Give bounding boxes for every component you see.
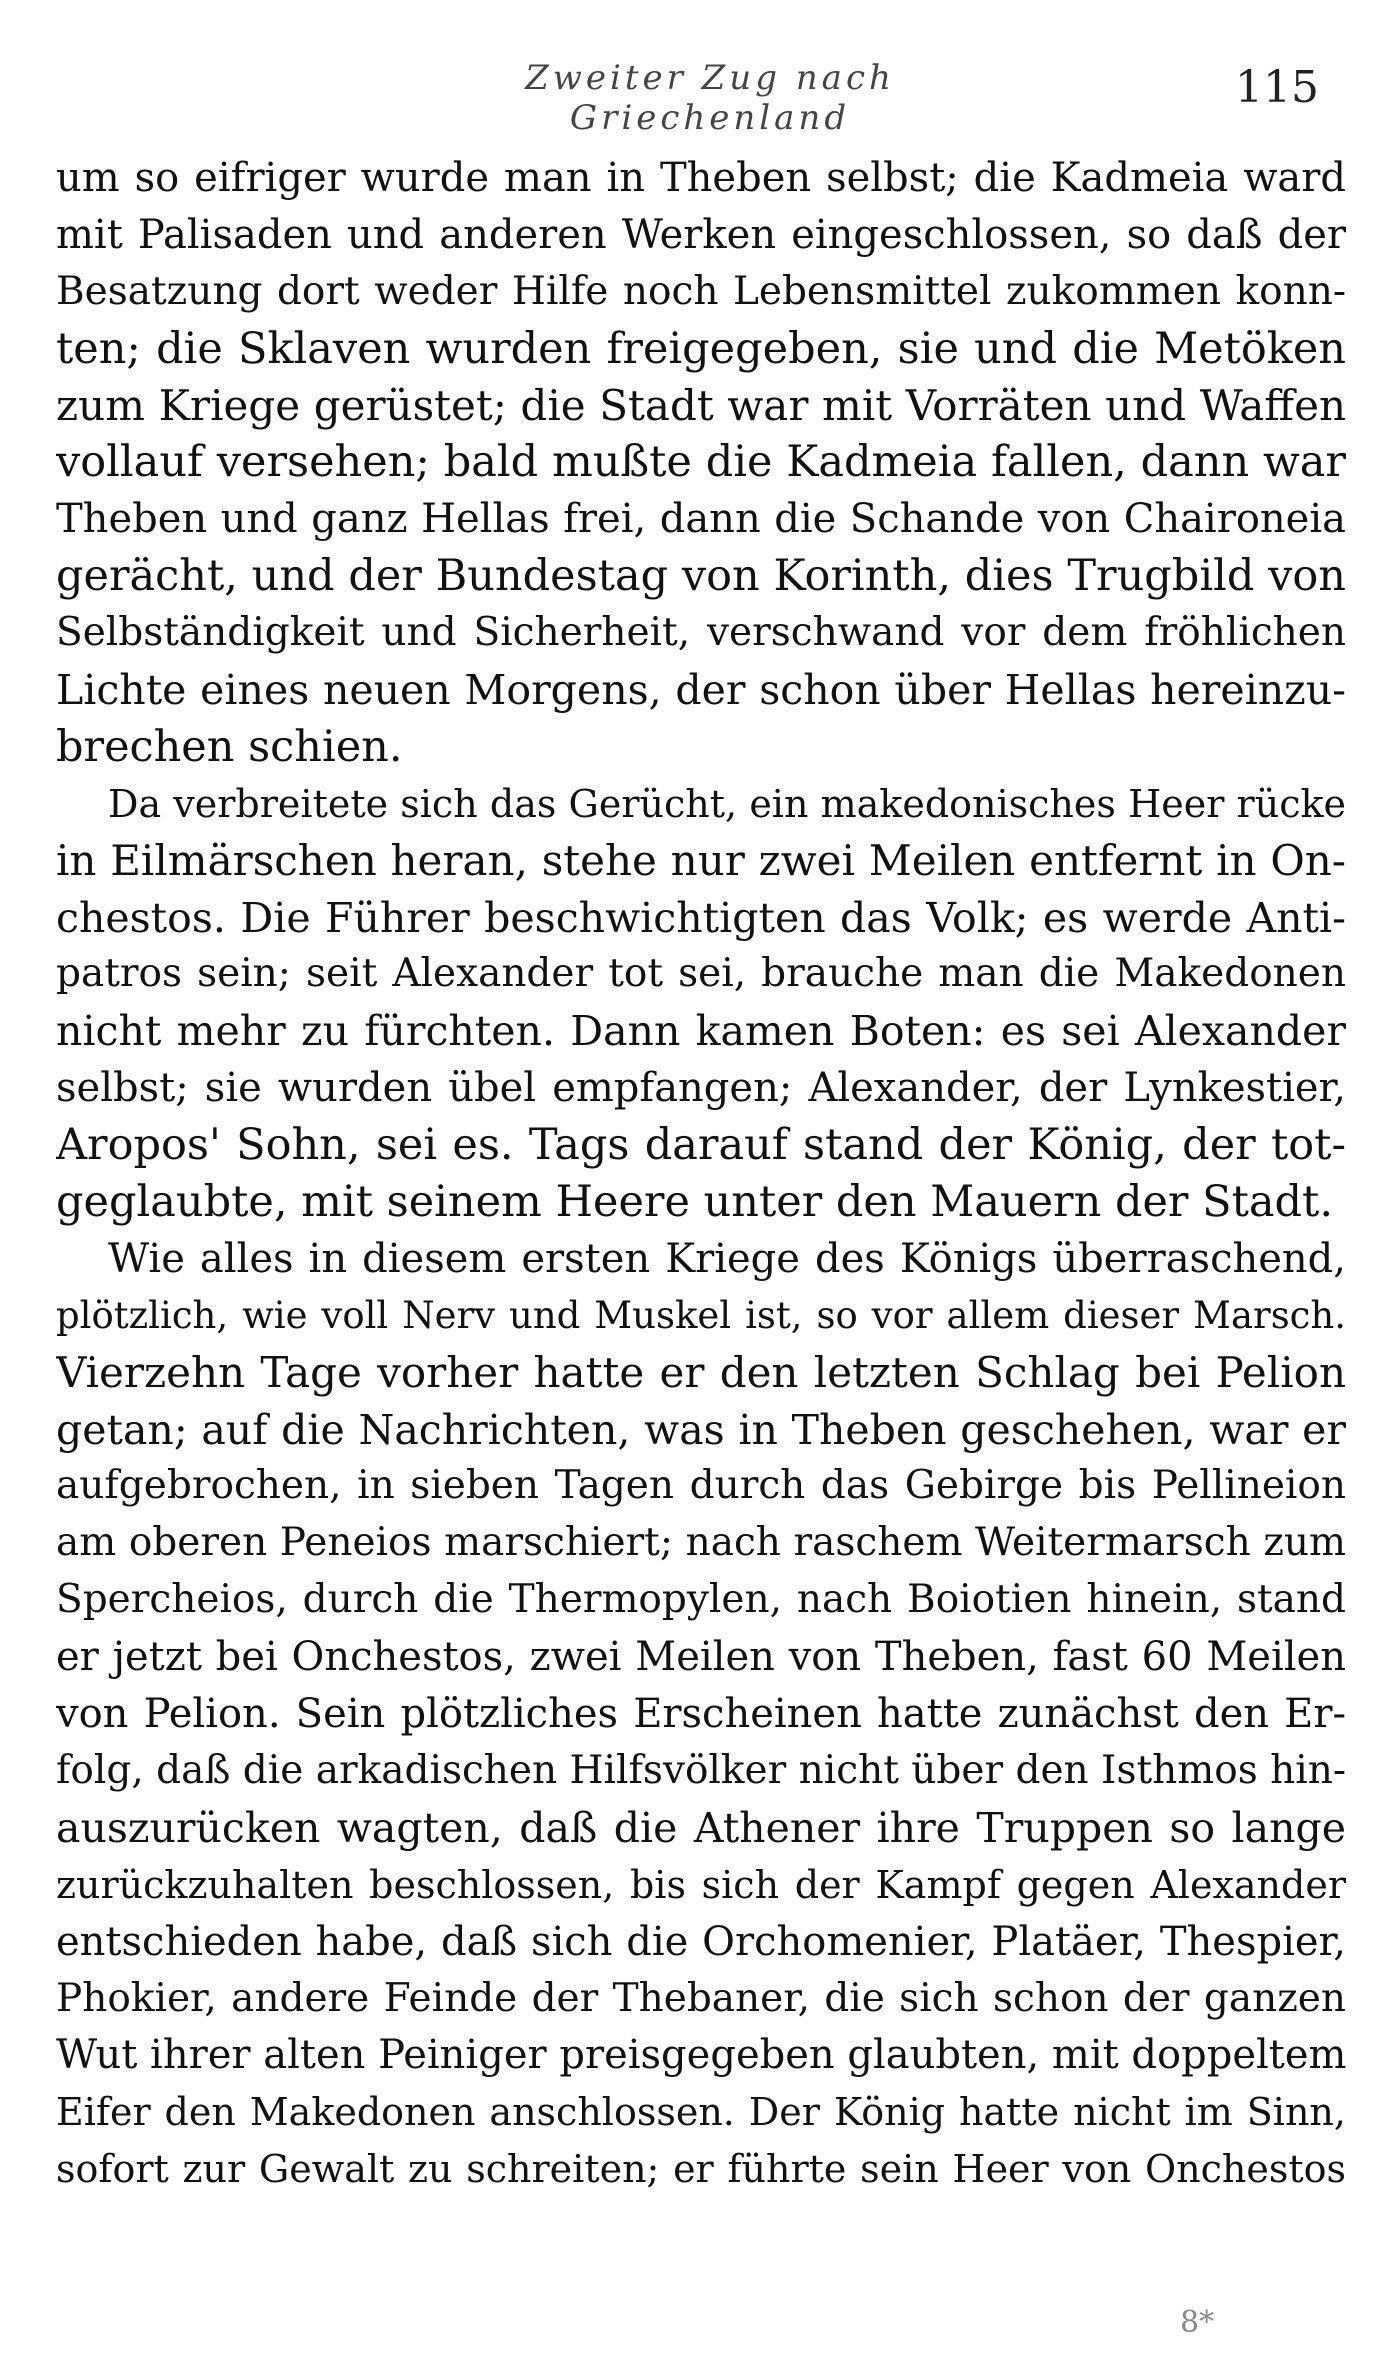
text-line: selbst; sie wurden übel empfangen; Alexander, der Lynkestier, xyxy=(56,1065,1346,1112)
text-line: nicht mehr zu fürchten. Dann kamen Boten: es sei Alexander xyxy=(56,1007,1346,1056)
text-line: chestos. Die Führer beschwichtigten das Volk; es werde Anti- xyxy=(56,893,1346,942)
text-line: auszurücken wagten, daß die Athener ihre Truppen so lange xyxy=(56,1803,1346,1852)
text-line: vollauf versehen; bald mußte die Kadmeia fallen, dann war xyxy=(56,437,1346,488)
body-text xyxy=(56,150,1346,2198)
text-line: Wut ihrer alten Peiniger preisgegeben glaubten, mit doppeltem xyxy=(56,2032,1346,2079)
paragraph-2 xyxy=(56,776,1346,1231)
text-line: mit Palisaden und anderen Werken eingeschlossen, so daß der xyxy=(56,211,1346,258)
text-line: Eifer den Makedonen anschlossen. Der König hatte nicht im Sinn, xyxy=(56,2090,1346,2135)
text-line: Lichte eines neuen Morgens, der schon über Hellas hereinzu- xyxy=(56,666,1346,715)
paragraph-3 xyxy=(56,1231,1346,2198)
text-line: er jetzt bei Onchestos, zwei Meilen von Theben, fast 60 Meilen xyxy=(56,1634,1346,1681)
text-line: aufgebrochen, in sieben Tagen durch das Gebirge bis Pellineion xyxy=(56,1463,1346,1509)
text-line: Besatzung dort weder Hilfe noch Lebensmittel zukommen konn- xyxy=(56,268,1346,314)
text-line: brechen schien. xyxy=(56,721,403,772)
text-line: ten; die Sklaven wurden freigegeben, sie und die Metöken xyxy=(56,323,1346,374)
text-line: sofort zur Gewalt zu schreiten; er führte sein Heer von Onchestos xyxy=(56,2147,1346,2192)
text-line: Phokier, andere Feinde der Thebaner, die sich schon der ganzen xyxy=(56,1975,1346,2021)
text-line: gerächt, und der Bundestag von Korinth, dies Trugbild von xyxy=(56,551,1346,602)
running-head: Zweiter Zug nach Griechenland xyxy=(525,58,895,138)
text-line: entschieden habe, daß sich die Orchomenier, Platäer, Thespier, xyxy=(56,1918,1346,1965)
text-line: Wie alles in diesem ersten Kriege des Königs überraschend, xyxy=(108,1235,1346,1282)
signature-mark: 8* xyxy=(1180,2305,1215,2340)
text-line: von Pelion. Sein plötzliches Erscheinen hatte zunächst den Er- xyxy=(56,1691,1346,1738)
text-line: getan; auf die Nachrichten, was in Theben geschehen, war er xyxy=(56,1405,1346,1454)
text-line: plötzlich, wie voll Nerv und Muskel ist, so vor allem dieser Marsch. xyxy=(56,1293,1346,1337)
text-line: in Eilmärschen heran, stehe nur zwei Meilen entfernt in On- xyxy=(56,835,1346,885)
text-line: Selbständigkeit und Sicherheit, verschwand vor dem fröhlichen xyxy=(56,610,1346,656)
text-line: um so eifriger wurde man in Theben selbst; die Kadmeia ward xyxy=(56,155,1346,201)
page-number: 115 xyxy=(1235,62,1319,113)
text-line: Theben und ganz Hellas frei, dann die Schande von Chaironeia xyxy=(56,496,1346,543)
text-line: am oberen Peneios marschiert; nach raschem Weitermarsch zum xyxy=(56,1520,1346,1566)
text-line: Da verbreitete sich das Gerücht, ein makedonisches Heer rücke xyxy=(108,781,1346,826)
text-line: zurückzuhalten beschlossen, bis sich der Kampf gegen Alexander xyxy=(56,1862,1346,1907)
paragraph-1 xyxy=(56,150,1346,776)
text-line: patros sein; seit Alexander tot sei, brauche man die Makedonen xyxy=(56,951,1346,997)
text-line: folg, daß die arkadischen Hilfsvölker nicht über den Isthmos hin- xyxy=(56,1747,1346,1793)
text-line: zum Kriege gerüstet; die Stadt war mit Vorräten und Waffen xyxy=(56,380,1346,430)
text-line: Aropos' Sohn, sei es. Tags darauf stand der König, der tot- xyxy=(56,1120,1346,1171)
text-line: geglaubte, mit seinem Heere unter den Mauern der Stadt. xyxy=(56,1177,1334,1228)
text-line: Vierzehn Tage vorher hatte er den letzten Schlag bei Pelion xyxy=(56,1347,1346,1397)
text-line: Spercheios, durch die Thermopylen, nach Boiotien hinein, stand xyxy=(56,1577,1346,1623)
